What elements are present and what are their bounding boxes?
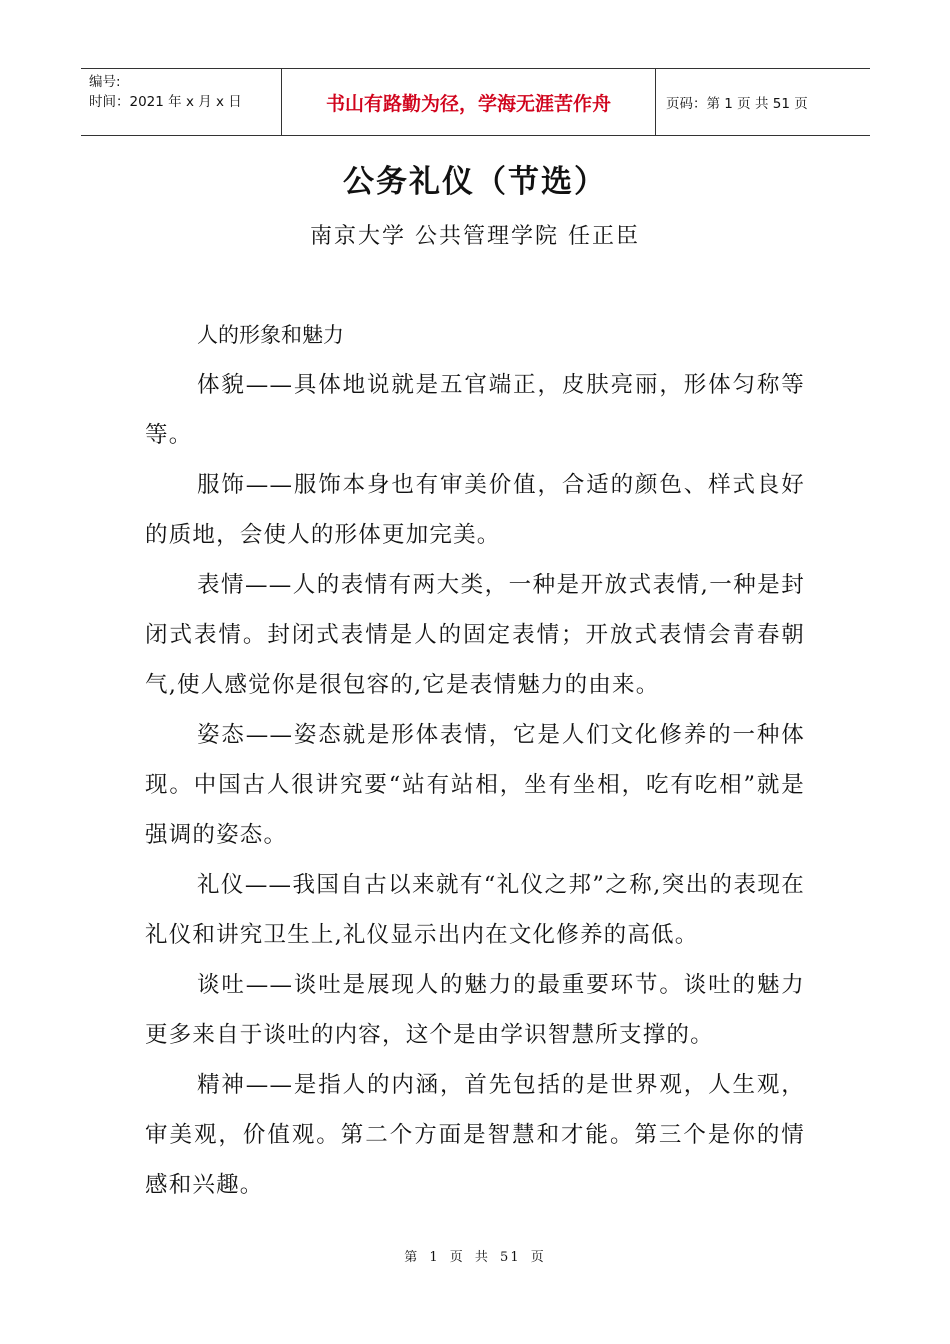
section-heading: 人的形象和魅力 bbox=[197, 323, 344, 347]
paragraph-attire: 服饰——服饰本身也有审美价值，合适的颜色、样式良好的质地，会使人的形体更加完美。 bbox=[145, 472, 805, 548]
paragraph-expression: 表情——人的表情有两大类，一种是开放式表情,一种是封闭式表情。封闭式表情是人的固定表情；开放式表情会青春朝气,使人感觉你是很包容的,它是表情魅力的由来。 bbox=[145, 572, 805, 698]
paragraph-etiquette: 礼仪——我国自古以来就有“礼仪之邦”之称,突出的表现在礼仪和讲究卫生上,礼仪显示出内在文化修养的高低。 bbox=[145, 872, 805, 948]
document-header bbox=[81, 68, 870, 136]
paragraph-appearance: 体貌——具体地说就是五官端正，皮肤亮丽，形体匀称等等。 bbox=[145, 372, 805, 448]
paragraph-speech: 谈吐——谈吐是展现人的魅力的最重要环节。谈吐的魅力更多来自于谈吐的内容，这个是由学识智慧所支撑的。 bbox=[145, 972, 805, 1048]
document-number-label: 编号: bbox=[89, 74, 121, 90]
header-page-info: 页码：第 1 页 共 51 页 bbox=[666, 96, 808, 112]
header-page-cell bbox=[656, 69, 870, 135]
page-footer: 第 1 页 共 51 页 bbox=[404, 1250, 546, 1265]
document-body bbox=[145, 310, 805, 1210]
document-time-label: 时间：2021 年 x 月 x 日 bbox=[89, 94, 242, 110]
header-motto: 书山有路勤为径，学海无涯苦作舟 bbox=[325, 92, 611, 115]
author-line: 南京大学 公共管理学院 任正臣 bbox=[310, 224, 640, 249]
paragraph-posture: 姿态——姿态就是形体表情，它是人们文化修养的一种体现。中国古人很讲究要“站有站相，坐有坐相，吃有吃相”就是强调的姿态。 bbox=[145, 722, 805, 848]
paragraph-spirit: 精神——是指人的内涵，首先包括的是世界观，人生观，审美观，价值观。第二个方面是智慧和才能。第三个是你的情感和兴趣。 bbox=[145, 1072, 805, 1198]
header-meta-cell bbox=[81, 69, 282, 135]
header-motto-cell bbox=[282, 69, 656, 135]
document-title: 公务礼仪（节选） bbox=[343, 164, 607, 200]
